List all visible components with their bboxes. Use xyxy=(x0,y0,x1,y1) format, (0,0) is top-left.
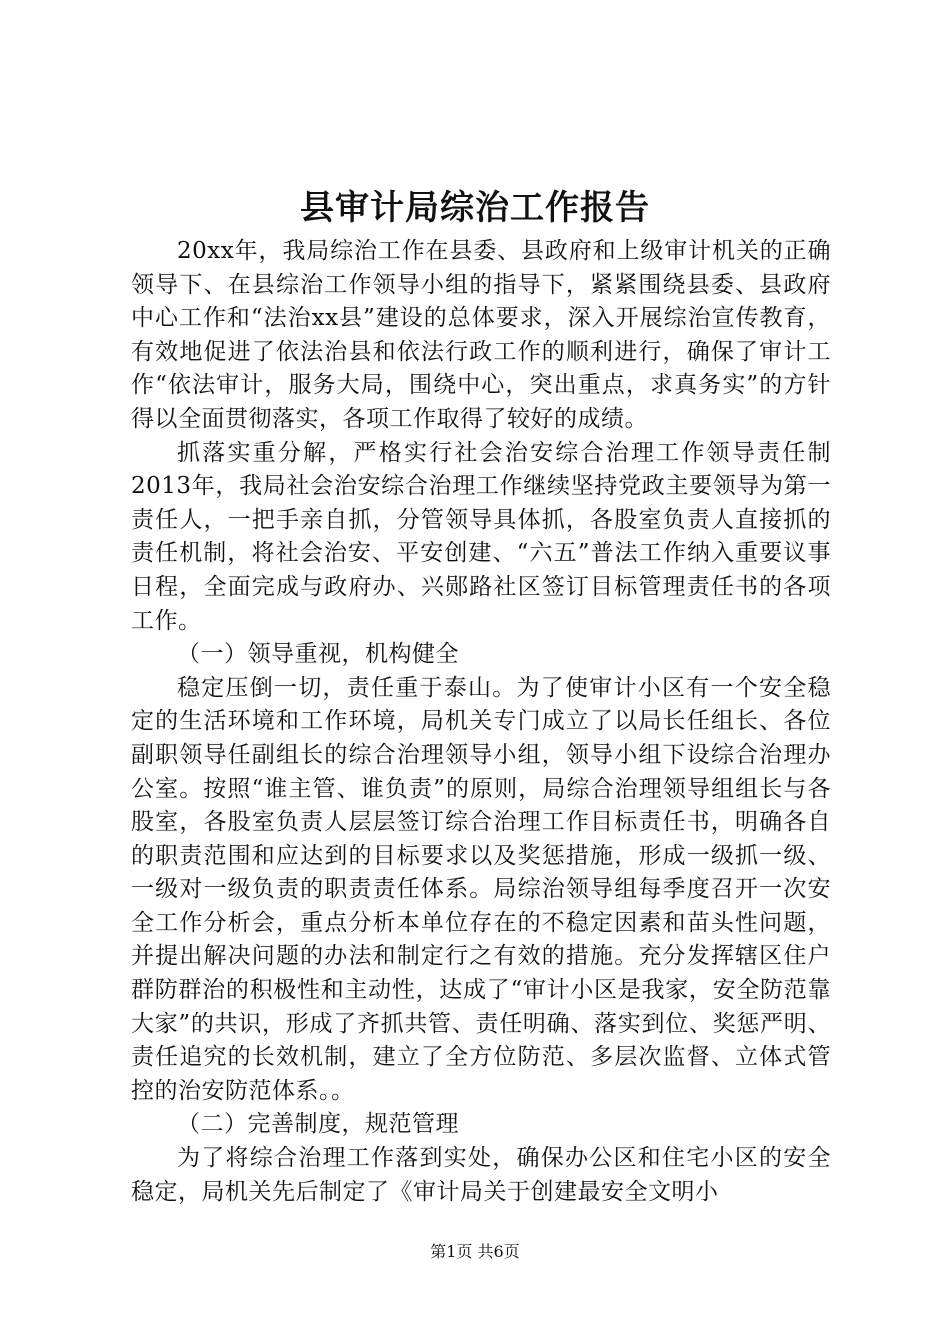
document-title: 县审计局综治工作报告 xyxy=(300,188,650,228)
paragraph-responsibility: 抓落实重分解，严格实行社会治安综合治理工作领导责任制2013年，我局社会治安综合治理工作继续坚持党政主要领导为第一责任人，一把手亲自抓，分管领导具体抓，各股室负责人直接抓的责任机制，将社会治安、平安创建、“六五”普法工作纳入重要议事日程，全面完成与政府办、兴郧路社区签订目标管理责任书的各项工作。 xyxy=(131,439,831,634)
paragraph-system: 为了将综合治理工作落到实处，确保办公区和住宅小区的安全稳定，局机关先后制定了《审计局关于创建最安全文明小 xyxy=(131,1145,831,1205)
section-heading-2: （二）完善制度，规范管理 xyxy=(177,1111,459,1138)
page-footer: 第1页 共6页 xyxy=(430,1242,520,1261)
paragraph-intro: 20xx年，我局综治工作在县委、县政府和上级审计机关的正确领导下、在县综治工作领导小组的指导下，紧紧围绕县委、县政府中心工作和“法治xx县”建设的总体要求，深入开展综治宣传教育，有效地促进了依法治县和依法行政工作的顺利进行，确保了审计工作“依法审计，服务大局，围绕中心，突出重点，求真务实”的方针得以全面贯彻落实，各项工作取得了较好的成绩。 xyxy=(131,238,831,432)
section-heading-1: （一）领导重视，机构健全 xyxy=(177,641,459,668)
document-body xyxy=(131,235,831,1209)
paragraph-leadership: 稳定压倒一切，责任重于泰山。为了使审计小区有一个安全稳定的生活环境和工作环境，局机关专门成立了以局长任组长、各位副职领导任副组长的综合治理领导小组，领导小组下设综合治理办公室。按照“谁主管、谁负责”的原则，局综合治理领导组组长与各股室，各股室负责人层层签订综合治理工作目标责任书，明确各自的职责范围和应达到的目标要求以及奖惩措施，形成一级抓一级、一级对一级负责的职责责任体系。局综治领导组每季度召开一次安全工作分析会，重点分析本单位存在的不稳定因素和苗头性问题，并提出解决问题的办法和制定行之有效的措施。充分发挥辖区住户群防群治的积极性和主动性，达成了“审计小区是我家，安全防范靠大家”的共识，形成了齐抓共管、责任明确、落实到位、奖惩严明、责任追究的长效机制，建立了全方位防范、多层次监督、立体式管控的治安防范体系。。 xyxy=(131,674,831,1104)
